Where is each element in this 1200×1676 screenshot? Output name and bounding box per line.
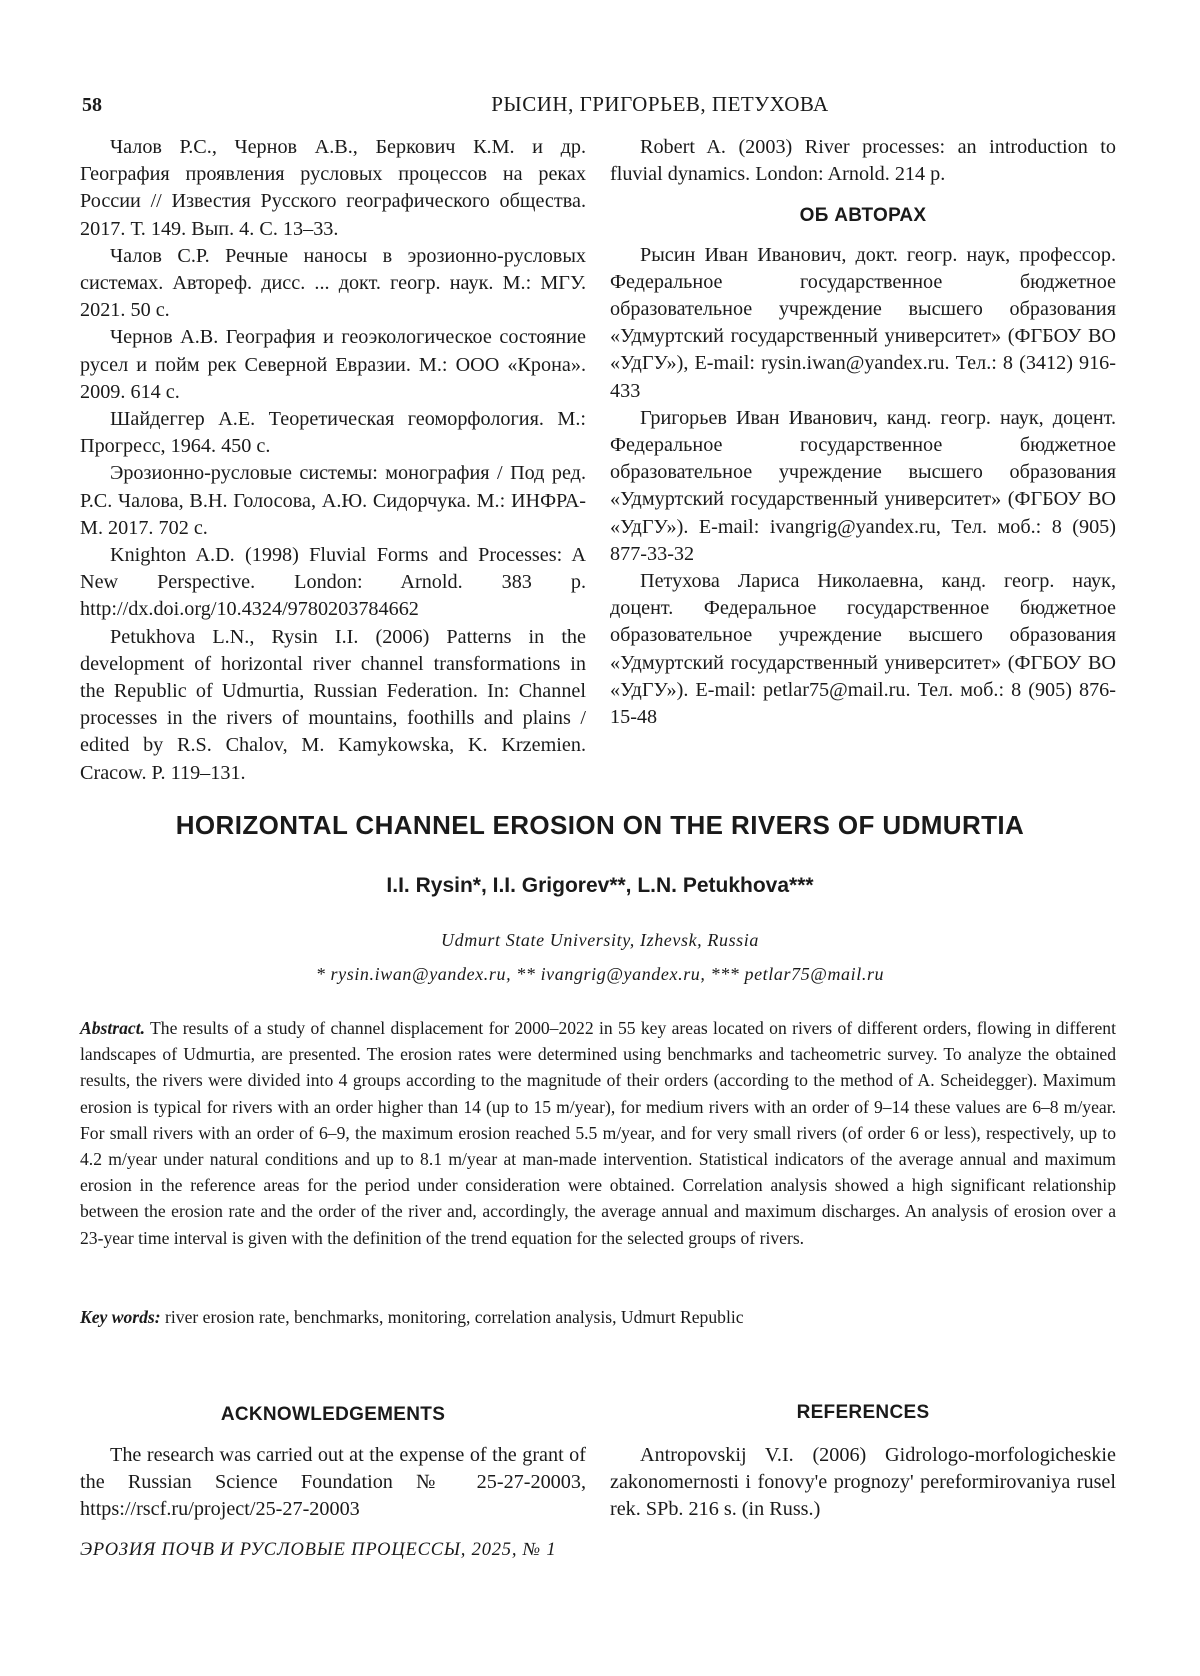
acknowledgements-text: The research was carried out at the expense of the grant of the Russian Science Foundation № 25-27-20003, https://rscf.ru/project/25-27-20003 [80,1444,586,1521]
author-info: Григорьев Иван Иванович, канд. геогр. наук, доцент. Федеральное государственное бюджетное образовательное учреждение высшего образования «Удмуртский государственный университет» (ФГБОУ ВО «УдГУ»). E-mail: ivangrig@yandex.ru, Тел. моб.: 8 (905) 877-33-32 [610,406,1116,565]
about-authors-title: ОБ АВТОРАХ [799,205,927,227]
running-head: РЫСИН, ГРИГОРЬЕВ, ПЕТУХОВА [491,92,829,116]
author-info: Петухова Лариса Николаевна, канд. геогр. наук, доцент. Федеральное государственное бюджетное образовательное учреждение высшего образования «Удмуртский государственный университет» (ФГБОУ ВО «УдГУ»). E-mail: petlar75@mail.ru. Тел. моб.: 8 (905) 876-15-48 [610,570,1116,729]
reference-item: Knighton A.D. (1998) Fluvial Forms and Processes: A New Perspective. London: Arnold. 383 p. http://dx.doi.org/10.4324/9780203784662 [80,544,586,621]
reference-item: Чернов А.В. География и геоэкологическое состояние русел и пойм рек Северной Евразии. М.: ООО «Крона». 2009. 614 с. [80,326,586,403]
english-authors: I.I. Rysin*, I.I. Grigorev**, L.N. Petukhova*** [386,874,814,897]
reference-item: Чалов Р.С., Чернов А.В., Беркович К.М. и др. География проявления русловых процессов на реках России // Известия Русского географического общества. 2017. Т. 149. Вып. 4. С. 13–33. [80,136,586,240]
abstract [80,1015,1116,1251]
keywords-text: river erosion rate, benchmarks, monitoring, correlation analysis, Udmurt Republic [165,1307,744,1327]
keywords [80,1304,1116,1330]
acknowledgements-title: ACKNOWLEDGEMENTS [220,1404,446,1425]
reference-item: Robert A. (2003) River processes: an introduction to fluvial dynamics. London: Arnold. 214 p. [610,136,1116,186]
reference-item: Чалов С.Р. Речные наносы в эрозионно-русловых системах. Автореф. дисс. ... докт. геогр. наук. М.: МГУ. 2021. 50 с. [80,244,586,322]
affiliation: Udmurt State University, Izhevsk, Russia [441,930,759,950]
author-emails: * rysin.iwan@yandex.ru, ** ivangrig@yandex.ru, *** petlar75@mail.ru [315,964,885,984]
page-number: 58 [82,94,102,116]
author-info: Рысин Иван Иванович, докт. геогр. наук, профессор. Федеральное государственное бюджетное образовательное учреждение высшего образования «Удмуртский государственный университет» (ФГБОУ ВО «УдГУ»), E-mail: rysin.iwan@yandex.ru. Тел.: 8 (3412) 916-433 [610,243,1116,402]
left-column-references [80,134,586,787]
right-column [610,134,1116,731]
abstract-label: Abstract. [80,1018,146,1038]
reference-item: Эрозионно-русловые системы: монография / Под ред. Р.С. Чалова, В.Н. Голосова, А.Ю. Сидорчука. М.: ИНФРА-М. 2017. 702 с. [80,462,586,539]
reference-item: Antropovskij V.I. (2006) Gidrologo-morfologicheskie zakonomernosti i fonovy'e prognozy' pereformirovaniya rusel rek. SPb. 216 s. (in Russ.) [610,1444,1116,1521]
references-title: REFERENCES [796,1402,930,1423]
reference-item: Шайдеггер А.Е. Теоретическая геоморфология. М.: Прогресс, 1964. 450 с. [80,408,586,458]
english-title: HORIZONTAL CHANNEL EROSION ON THE RIVERS OF UDMURTIA [175,810,1025,840]
keywords-label: Key words: [80,1307,161,1327]
journal-footer: ЭРОЗИЯ ПОЧВ И РУСЛОВЫЕ ПРОЦЕССЫ, 2025, № 1 [80,1540,557,1560]
abstract-text: The results of a study of channel displacement for 2000–2022 in 55 key areas located on rivers of different orders, flowing in different landscapes of Udmurtia, are presented. The erosion rates were determined using benchmarks and tacheometric survey. To analyze the obtained results, the rivers were divided into 4 groups according to the magnitude of their orders (according to the method of A. Scheidegger). Maximum erosion is typical for rivers with an order higher than 14 (up to 15 m/year), for medium rivers with an order of 9–14 these values are 6–8 m/year. For small rivers with an order of 6–9, the maximum erosion reached 5.5 m/year, and for very small rivers (of order 6 or less), respectively, up to 4.2 m/year under natural conditions and up to 8.1 m/year at man-made intervention. Statistical indicators of the average annual and maximum erosion in the reference areas for the period under consideration were obtained. Correlation analysis showed a high significant relationship between the erosion rate and the order of the river and, accordingly, the average annual and maximum discharges. An analysis of erosion over a 23-year time interval is given with the definition of the trend equation for the selected groups of rivers. [80,1018,1116,1248]
reference-item: Petukhova L.N., Rysin I.I. (2006) Patterns in the development of horizontal river channel transformations in the Republic of Udmurtia, Russian Federation. In: Channel processes in the rivers of mountains, foothills and plains / edited by R.S. Chalov, M. Kamykowska, K. Krzemien. Cracow. P. 119–131. [80,625,586,784]
